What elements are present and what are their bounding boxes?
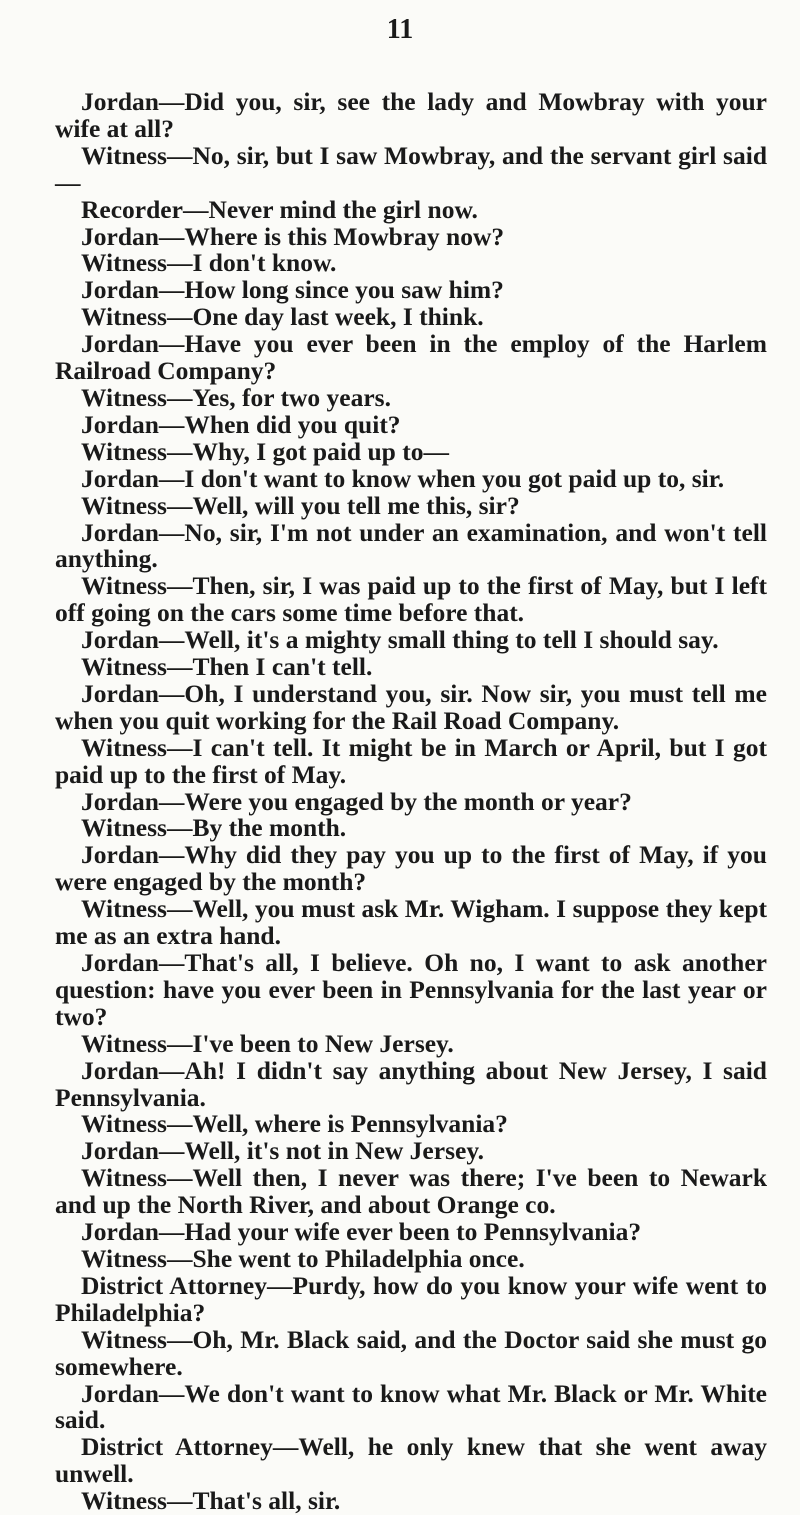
paragraph: Jordan—I don't want to know when you got paid up to, sir. — [81, 463, 725, 493]
paragraph: Witness—By the month. — [81, 813, 347, 843]
paragraph: Witness—I don't know. — [81, 248, 337, 278]
paragraph: Witness—I can't tell. It might be in March or April, but I got paid up to the first of May. — [55, 732, 767, 789]
paragraph: Jordan—Ah! I didn't say anything about New Jersey, I said Pennsylvania. — [55, 1055, 767, 1112]
paragraph: Jordan—Did you, sir, see the lady and Mowbray with your wife at all? — [55, 87, 767, 143]
paragraph: Jordan—Where is this Mowbray now? — [81, 221, 505, 251]
paragraph: Recorder—Never mind the girl now. — [81, 194, 478, 224]
paragraph: Jordan—Well, it's a mighty small thing to tell I should say. — [81, 625, 719, 655]
paragraph: Jordan—That's all, I believe. Oh no, I want to ask another question: have you ever been in Pennsylvania for the last year or two? — [55, 948, 767, 1031]
paragraph: Jordan—Well, it's not in New Jersey. — [81, 1136, 485, 1166]
paragraph: Jordan—Were you engaged by the month or year? — [81, 786, 632, 816]
paragraph: Jordan—Had your wife ever been to Pennsylvania? — [81, 1217, 642, 1247]
paragraph: Witness—Well, you must ask Mr. Wigham. I suppose they kept me as an extra hand. — [55, 894, 767, 951]
paragraph: Witness—Yes, for two years. — [81, 382, 391, 412]
paragraph: Witness—Then, sir, I was paid up to the first of May, but I left off going on the cars some time before that. — [55, 571, 767, 628]
page-number: 11 — [386, 14, 414, 45]
paragraph: Jordan—Oh, I understand you, sir. Now sir, you must tell me when you quit working for the Rail Road Company. — [55, 678, 767, 735]
paragraph: Jordan—Why did they pay you up to the first of May, if you were engaged by the month? — [55, 840, 767, 897]
paragraph: Witness—She went to Philadelphia once. — [81, 1243, 525, 1273]
paragraph: Witness—Why, I got paid up to— — [81, 436, 449, 466]
paragraph: Witness—Well, where is Pennsylvania? — [81, 1109, 508, 1139]
paragraph: District Attorney—Well, he only knew that she went away unwell. — [55, 1432, 767, 1489]
paragraph: Witness—Oh, Mr. Black said, and the Doctor said she must go somewhere. — [55, 1324, 767, 1381]
paragraph: Jordan—Have you ever been in the employ of the Harlem Railroad Company? — [55, 329, 767, 386]
paragraph: Witness—Then I can't tell. — [81, 652, 373, 682]
paragraph: Witness—I've been to New Jersey. — [81, 1028, 454, 1058]
paragraph: Jordan—We don't want to know what Mr. Black or Mr. White said. — [55, 1378, 767, 1435]
testimony-text — [55, 89, 767, 1515]
paragraph: District Attorney—Purdy, how do you know your wife went to Philadelphia? — [55, 1270, 767, 1327]
paragraph: Jordan—How long since you saw him? — [81, 275, 504, 305]
paragraph: Witness—No, sir, but I saw Mowbray, and the servant girl said— — [55, 140, 767, 197]
paragraph: Jordan—No, sir, I'm not under an examination, and won't tell anything. — [55, 517, 767, 574]
paragraph: Witness—That's all, sir. — [81, 1486, 341, 1515]
paragraph: Witness—Well, will you tell me this, sir? — [81, 490, 520, 520]
paragraph: Jordan—When did you quit? — [81, 409, 401, 439]
paragraph: Witness—Well then, I never was there; I've been to Newark and up the North River, and about Orange co. — [55, 1163, 767, 1220]
paragraph: Witness—One day last week, I think. — [81, 302, 484, 332]
